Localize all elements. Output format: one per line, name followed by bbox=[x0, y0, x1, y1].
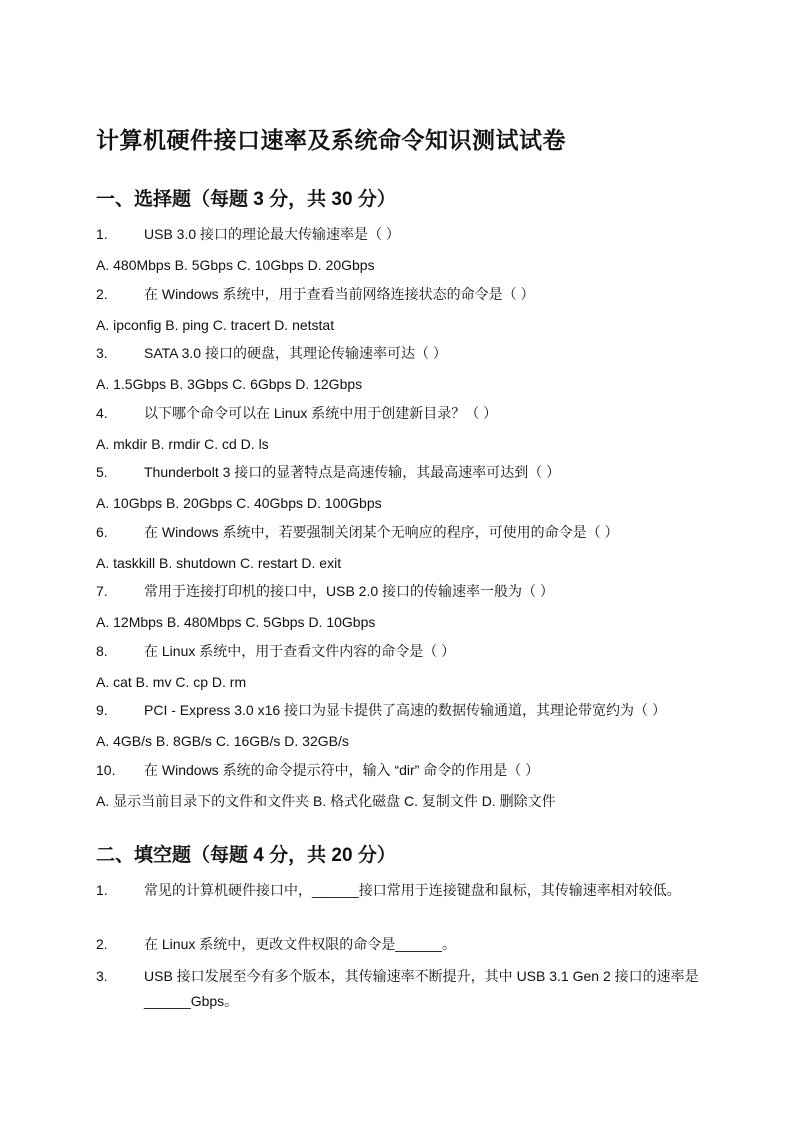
question-options: A. cat B. mv C. cp D. rm bbox=[96, 674, 247, 690]
question-options: A. 480Mbps B. 5Gbps C. 10Gbps D. 20Gbps bbox=[96, 257, 375, 273]
question-options: A. 4GB/s B. 8GB/s C. 16GB/s D. 32GB/s bbox=[96, 733, 349, 749]
question-number: 3. bbox=[96, 345, 108, 361]
question-number: 6. bbox=[96, 524, 108, 540]
section-heading-fill-in-blank: 二、填空题（每题 4 分，共 20 分） bbox=[96, 845, 396, 866]
question-text: 在 Windows 系统中，用于查看当前网络连接状态的命令是（ ） bbox=[144, 286, 535, 302]
question-text: 在 Linux 系统中，更改文件权限的命令是______。 bbox=[144, 936, 456, 952]
question-text: 在 Windows 系统中，若要强制关闭某个无响应的程序，可使用的命令是（ ） bbox=[144, 524, 619, 540]
question-number: 7. bbox=[96, 583, 108, 599]
question-number: 2. bbox=[96, 286, 108, 302]
question-number: 3. bbox=[96, 968, 108, 984]
question-text: Thunderbolt 3 接口的显著特点是高速传输，其最高速率可达到（ ） bbox=[144, 464, 561, 480]
question-text: USB 3.0 接口的理论最大传输速率是（ ） bbox=[144, 226, 400, 242]
question-text: 以下哪个命令可以在 Linux 系统中用于创建新目录？（ ） bbox=[144, 405, 498, 421]
question-options: A. 1.5Gbps B. 3Gbps C. 6Gbps D. 12Gbps bbox=[96, 376, 363, 392]
question-text: 常见的计算机硬件接口中，______接口常用于连接键盘和鼠标，其传输速率相对较低。 bbox=[144, 882, 681, 898]
section-heading-multiple-choice: 一、选择题（每题 3 分，共 30 分） bbox=[96, 189, 396, 210]
question-text: 在 Windows 系统的命令提示符中，输入 “dir” 命令的作用是（ ） bbox=[144, 762, 540, 778]
question-number: 8. bbox=[96, 643, 108, 659]
question-number: 1. bbox=[96, 882, 108, 898]
page-title: 计算机硬件接口速率及系统命令知识测试试卷 bbox=[96, 127, 566, 153]
question-options: A. ipconfig B. ping C. tracert D. netstat bbox=[96, 317, 335, 333]
question-text: PCI - Express 3.0 x16 接口为显卡提供了高速的数据传输通道，其理论带宽约为（ ） bbox=[144, 702, 666, 718]
question-text: 常用于连接打印机的接口中，USB 2.0 接口的传输速率一般为（ ） bbox=[144, 583, 554, 599]
question-text: 在 Linux 系统中，用于查看文件内容的命令是（ ） bbox=[144, 643, 456, 659]
question-options: A. 显示当前目录下的文件和文件夹 B. 格式化磁盘 C. 复制文件 D. 删除文件 bbox=[96, 793, 556, 809]
question-text: USB 接口发展至今有多个版本，其传输速率不断提升，其中 USB 3.1 Gen 2 接口的速率是______Gbps。 bbox=[144, 968, 699, 1009]
question-number: 2. bbox=[96, 936, 108, 952]
question-options: A. mkdir B. rmdir C. cd D. ls bbox=[96, 436, 269, 452]
question-number: 4. bbox=[96, 405, 108, 421]
question-number: 5. bbox=[96, 464, 108, 480]
question-text: SATA 3.0 接口的硬盘，其理论传输速率可达（ ） bbox=[144, 345, 447, 361]
question-number: 10. bbox=[96, 762, 116, 778]
question-options: A. 10Gbps B. 20Gbps C. 40Gbps D. 100Gbps bbox=[96, 495, 382, 511]
question-number: 1. bbox=[96, 226, 108, 242]
question-options: A. taskkill B. shutdown C. restart D. exit bbox=[96, 555, 342, 571]
question-options: A. 12Mbps B. 480Mbps C. 5Gbps D. 10Gbps bbox=[96, 614, 376, 630]
question-number: 9. bbox=[96, 702, 108, 718]
